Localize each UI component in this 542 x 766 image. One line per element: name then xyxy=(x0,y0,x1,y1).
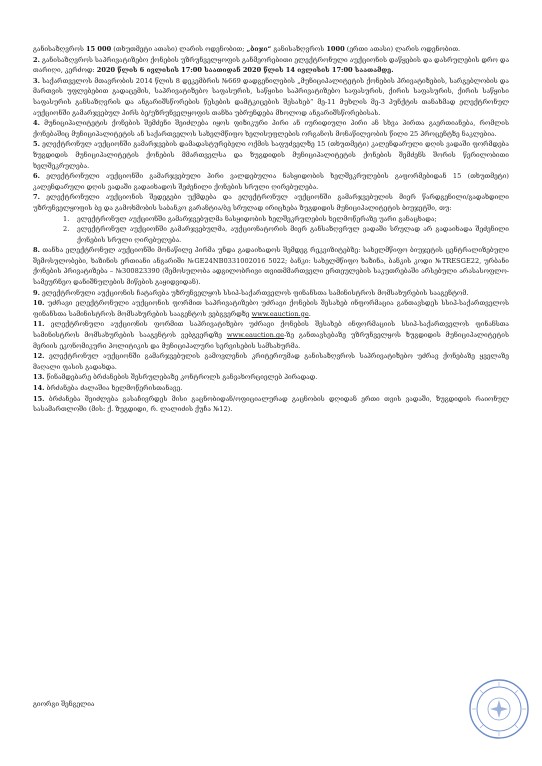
item-15: 15. ბრძანება შეიძლება გასაჩივრდეს მისი გაცნობიდან/ოფიციალურად გაცნობის დღიდან ერთი თვის ვადაში, ზუგდიდის რაიონულ სასამართლოში (მის: ქ. ზუგდიდი, რ. ლალიძის ქუჩა №12). xyxy=(33,394,509,414)
item-2: 2. განისაზღვროს საპრივატიზებო ქონების უზრუნველყოფის განმეორებითი ელექტრონული აუქციონის დაწყების და დასრულების დრო და თარიღი, კერძოდ: 2020 წლის 6 ივლისის 17:00 საათიდან 2020 წლის 14 ივლისის 17:00 საათამდე. xyxy=(33,55,510,75)
item-12: 12. ელექტრონულ აუქციონში გამარჯვებულის გამოვლენის კრიტერიუმად განისაზღვროს საპრივატიზებო უძრავ ქონებაზე ყველაზე მაღალი ფასის გადახდა. xyxy=(33,352,509,371)
bid-step-bold: „ბიჯი“ xyxy=(246,45,272,53)
item-8: 8. თანხა ელექტრონულ აუქციონში მონაწილე პირმა უნდა გადაიხადოს შემდეგ რეკვიზიტებზე: სახელმწიფო ბიუჯეტის ცენტრალიზებული შემოსულობები, ხაზინის ერთიანი ანგარიში №GE24NB0331002016 5022; ბანკი: სახელმწიფო ხაზინა, ბანკის კოდი №TRESGE22, ურბანი ქონების პრივატიზება – №300823390 (შემოსულობა ადგილობრივი თვითმმართველი ერთეულების საკუთრებაში არსებული არასასოფლო-სამეურნეო დანიშნულების მიწების გაყიდვიდან). xyxy=(33,246,509,287)
amount-bold: 15 000 xyxy=(85,45,112,53)
item-10: 10. უძრავი ელექტრონული აუქციონის ფორმით საპრივატიზებო უძრავი ქონების შესახებ ინფორმაცია განთავსდეს სსიპ-საქართველოს ფინანსთა სამინისტროს მომსახურების სააგენტოს ვებგვერდზე www.eauction.ge. xyxy=(33,299,509,318)
sublist-item: 1. ელექტრონულ აუქციონში გამარჯვებულმა ნასყიდობის ხელშეკრულების ხელმოწერაზე უარი განაცხადა; xyxy=(63,214,437,223)
sublist-item: 2. ელექტრონულ აუქციონში გამარჯვებულმა, აუქციონატორის მიერ განსაზღვრულ ვადაში სრულად არ გადაიხადა შეძენილი ქონების სრული ღირებულება. xyxy=(63,225,509,244)
item-7: 7. ელექტრონული აუქციონის შედეგები უქმდება და ელექტრონულ აუქციონში გამარჯვებულის მიერ წარდგენილი/გადახდილი უზრუნველყოფის ბე და გამოხმობის საბანკო გარანტია/ბე სრულად ირიცხება ზუგდიდის მუნიციპალიტეტის ბიუჯეტში, თუ: xyxy=(33,193,509,212)
item-7-sublist xyxy=(33,214,509,246)
item-5: 5. ელექტრონულ აუქციონში გამარჯვების დამადასტურებელი ოქმის საფუძველზე 15 (თხუთმეტი) კალენდარული დღის ვადაში ფორმდება ზუგდიდის მუნიციპალიტეტის ქონების მმართველსა და ზუგდიდის მუნიციპალიტეტის ქონების შემძენს შორის წერილობითი ხელშეკრულება. xyxy=(33,140,509,170)
item-14: 14. ბრძანება ძალაშია ხელმოწერისთანავე. xyxy=(33,384,183,392)
item-9: 9. ელექტრონული აუქციონის ჩატარება უზრუნველყოს სსიპ-საქართველოს ფინანსთა სამინისტროს მომსახურების სააგენტომ. xyxy=(33,288,469,297)
intro-text: (თხუთმეტი ათასი) ლარის ოდენობით; xyxy=(111,45,247,53)
item-11: 11. ელექტრონული აუქციონის ფორმით საპრივატიზებო უძრავი ქონების შესახებ ინფორმაციის სსიპ-საქართველოს ფინანსთა სამინისტროს მომსახურების სააგენტოს ვებგვერდზე www.eauction.ge-ზე განთავსებაზე უზრუნველყოს ზუგდიდის მუნიციპალიტეტის მერიის ეკონომიკური პოლიტიკის და მუნიციპალური სერვისების სამსახურმა. xyxy=(33,320,509,350)
item-3: 3. საქართველოს მთავრობის 2014 წლის 8 დეკემბრის №669 დადგენილების „მუნიციპალიტეტის ქონების პრივატიზების, სარგებლობის და მართვის უფლებებით გადაცემის, საპრივატიზებო საფასურის, საწყისი საპრივატიზებო საფასურის, ქირის საფასურის, ქირის საწყისი საფასურის განსაზღვრის და ანგარიშსწორების წესების დამტკიცების შესახებ“ მე-11 მუხლის მე-3 პუნქტის თანახმად ელექტრონულ აუქციონში გამარჯვებულ პირს ბე/უზრუნველყოფის თანხა უბრუნდება მხოლოდ ანგარიშსწორებისას. xyxy=(33,76,509,117)
step-amount-bold: 1000 xyxy=(326,45,345,53)
item-6: 6. ელექტრონული აუქციონში გამარჯვებული პირი ვალდებულია ნასყიდობის ხელშეკრულების გაფორმებიდან 15 (თხუთმეტი) კალენდარული დღის ვადაში გადაიხადოს შეძენილი ქონების სრული ღირებულება. xyxy=(33,172,509,191)
signature-name: გიორგი შენგელია xyxy=(33,700,95,708)
official-stamp-icon xyxy=(468,678,530,740)
intro-text: განისაზღვროს xyxy=(33,45,86,53)
intro-text: განისაზღვროს xyxy=(271,45,327,53)
item-13: 13. წინამდებარე ბრძანების შესრულებაზე კონტროლს განვახორციელებ პირადად. xyxy=(33,373,318,382)
intro-text: (ერთი ათასი) ლარის ოდენობით. xyxy=(344,45,461,53)
eauction-link[interactable]: www.eauction.ge xyxy=(226,331,285,340)
document-body xyxy=(33,44,509,415)
item-4: 4. მუნიციპალიტეტის ქონების შემძენი შეიძლება იყოს ფიზიკური პირი ან იურიდიული პირი ან სხვა პირთა გაერთიანება, რომლის ქონებაშიც მუნიციპალიტეტის ან საქართველოს სახელმწიფო ხელისუფლების ორგანოს მონაწილეობის წილი 25 პროცენტზე ნაკლებია. xyxy=(33,119,509,138)
auction-dates: 2020 წლის 6 ივლისის 17:00 საათიდან 2020 წლის 14 ივლისის 17:00 საათამდე. xyxy=(96,66,394,75)
intro-paragraph xyxy=(33,44,509,55)
eauction-link[interactable]: www.eauction.ge xyxy=(251,309,309,318)
